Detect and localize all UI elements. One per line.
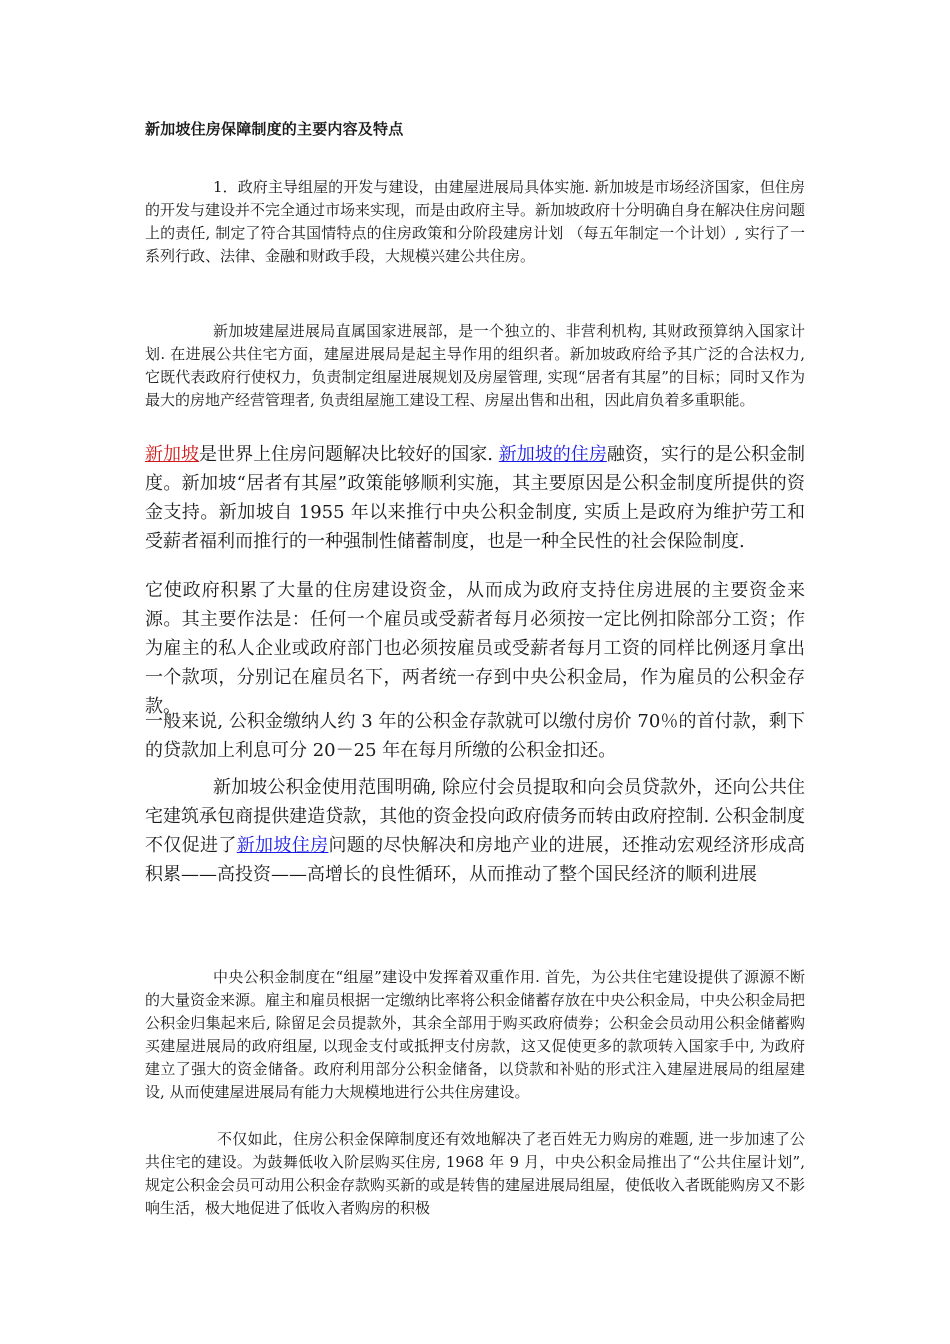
paragraph-text: 问题的尽快解决和房地产业的进展，还推动宏观经济形成高积累——高投资——高增长的良性循环，从而推动了整个国民经济的顺利进展 — [145, 835, 806, 885]
link-singapore-housing[interactable]: 新加坡的住房 — [498, 444, 607, 465]
paragraph-text: 是世界上住房问题解决比较好的国家. — [199, 444, 499, 465]
link-singapore[interactable]: 新加坡 — [145, 444, 200, 465]
paragraph-cpf-method: 它使政府积累了大量的住房建设资金，从而成为政府支持住房进展的主要资金来源。其主要作法是：任何一个雇员或受薪者每月必须按一定比例扣除部分工资；作为雇主的私人企业或政府部门也必须按雇员或受薪者每月工资的同样比例逐月拿出一个款项，分别记在雇员名下，两者统一存到中央公积金局，作为雇员的公积金存款。 — [145, 580, 805, 717]
page-title: 新加坡住房保障制度的主要内容及特点 — [145, 120, 404, 138]
paragraph-text: 融资，实行的是公积金制度。新加坡“居者有其屋”政策能够顺利实施，其主要原因是公积金制度所提供的资金支持。新加坡自 1955 年以来推行中央公积金制度, 实质上是政府为维护劳工和受薪者福利而推行的一种强制性储蓄制度，也是一种全民性的社会保险制度. — [145, 444, 805, 552]
paragraph-down-payment: 一般来说, 公积金缴纳人约 3 年的公积金存款就可以缴付房价 70％的首付款，剩下的贷款加上利息可分 20－25 年在每月所缴的公积金扣还。 — [145, 711, 805, 761]
paragraph-public-housing-plan: 不仅如此，住房公积金保障制度还有效地解决了老百姓无力购房的难题, 进一步加速了公共住宅的建设。为鼓舞低收入阶层购买住房, 1968 年 9 月，中央公积金局推出了“公共住屋计划”, 规定公积金会员可动用公积金存款购买新的或是转售的建屋进展局组屋，使低收入者既能购房又不影响生活，极大地促进了低收入者购房的积极 — [145, 1130, 806, 1217]
paragraph-cpf-intro — [145, 440, 805, 556]
paragraph-dual-role: 中央公积金制度在“组屋”建设中发挥着双重作用. 首先，为公共住宅建设提供了源源不断的大量资金来源。雇主和雇员根据一定缴纳比率将公积金储蓄存放在中央公积金局，中央公积金局把公积金归集起来后, 除留足会员提款外，其余全部用于购买政府债券；公积金会员动用公积金储蓄购买建屋进展局的政府组屋, 以现金支付或抵押支付房款，这又促使更多的款项转入国家手中, 为政府建立了强大的资金储备。政府利用部分公积金储备，以贷款和补贴的形式注入建屋进展局的组屋建设, 从而使建屋进展局有能力大规模地进行公共住房建设。 — [145, 968, 806, 1101]
paragraph-cpf-scope — [145, 773, 805, 889]
paragraph-government-led: 1．政府主导组屋的开发与建设，由建屋进展局具体实施. 新加坡是市场经济国家，但住房的开发与建设并不完全通过市场来实现，而是由政府主导。新加坡政府十分明确自身在解决住房问题上的责任, 制定了符合其国情特点的住房政策和分阶段建房计划 （每五年制定一个计划）, 实行了一系列行政、法律、金融和财政手段，大规模兴建公共住房。 — [145, 178, 806, 265]
link-singapore-housing-2[interactable]: 新加坡住房 — [236, 835, 329, 856]
paragraph-text: 新加坡公积金使用范围明确, 除应付会员提取和向会员贷款外，还向公共住宅建筑承包商提供建造贷款，其他的资金投向政府债务而转由政府控制. 公积金制度不仅促进了 — [145, 777, 805, 856]
paragraph-hdb-board: 新加坡建屋进展局直属国家进展部，是一个独立的、非营利机构, 其财政预算纳入国家计划. 在进展公共住宅方面，建屋进展局是起主导作用的组织者。新加坡政府给予其广泛的合法权力, 它既代表政府行使权力，负责制定组屋进展规划及房屋管理, 实现“居者有其屋”的目标；同时又作为最大的房地产经营管理者, 负责组屋施工建设工程、房屋出售和出租，因此肩负着多重职能。 — [145, 322, 805, 409]
